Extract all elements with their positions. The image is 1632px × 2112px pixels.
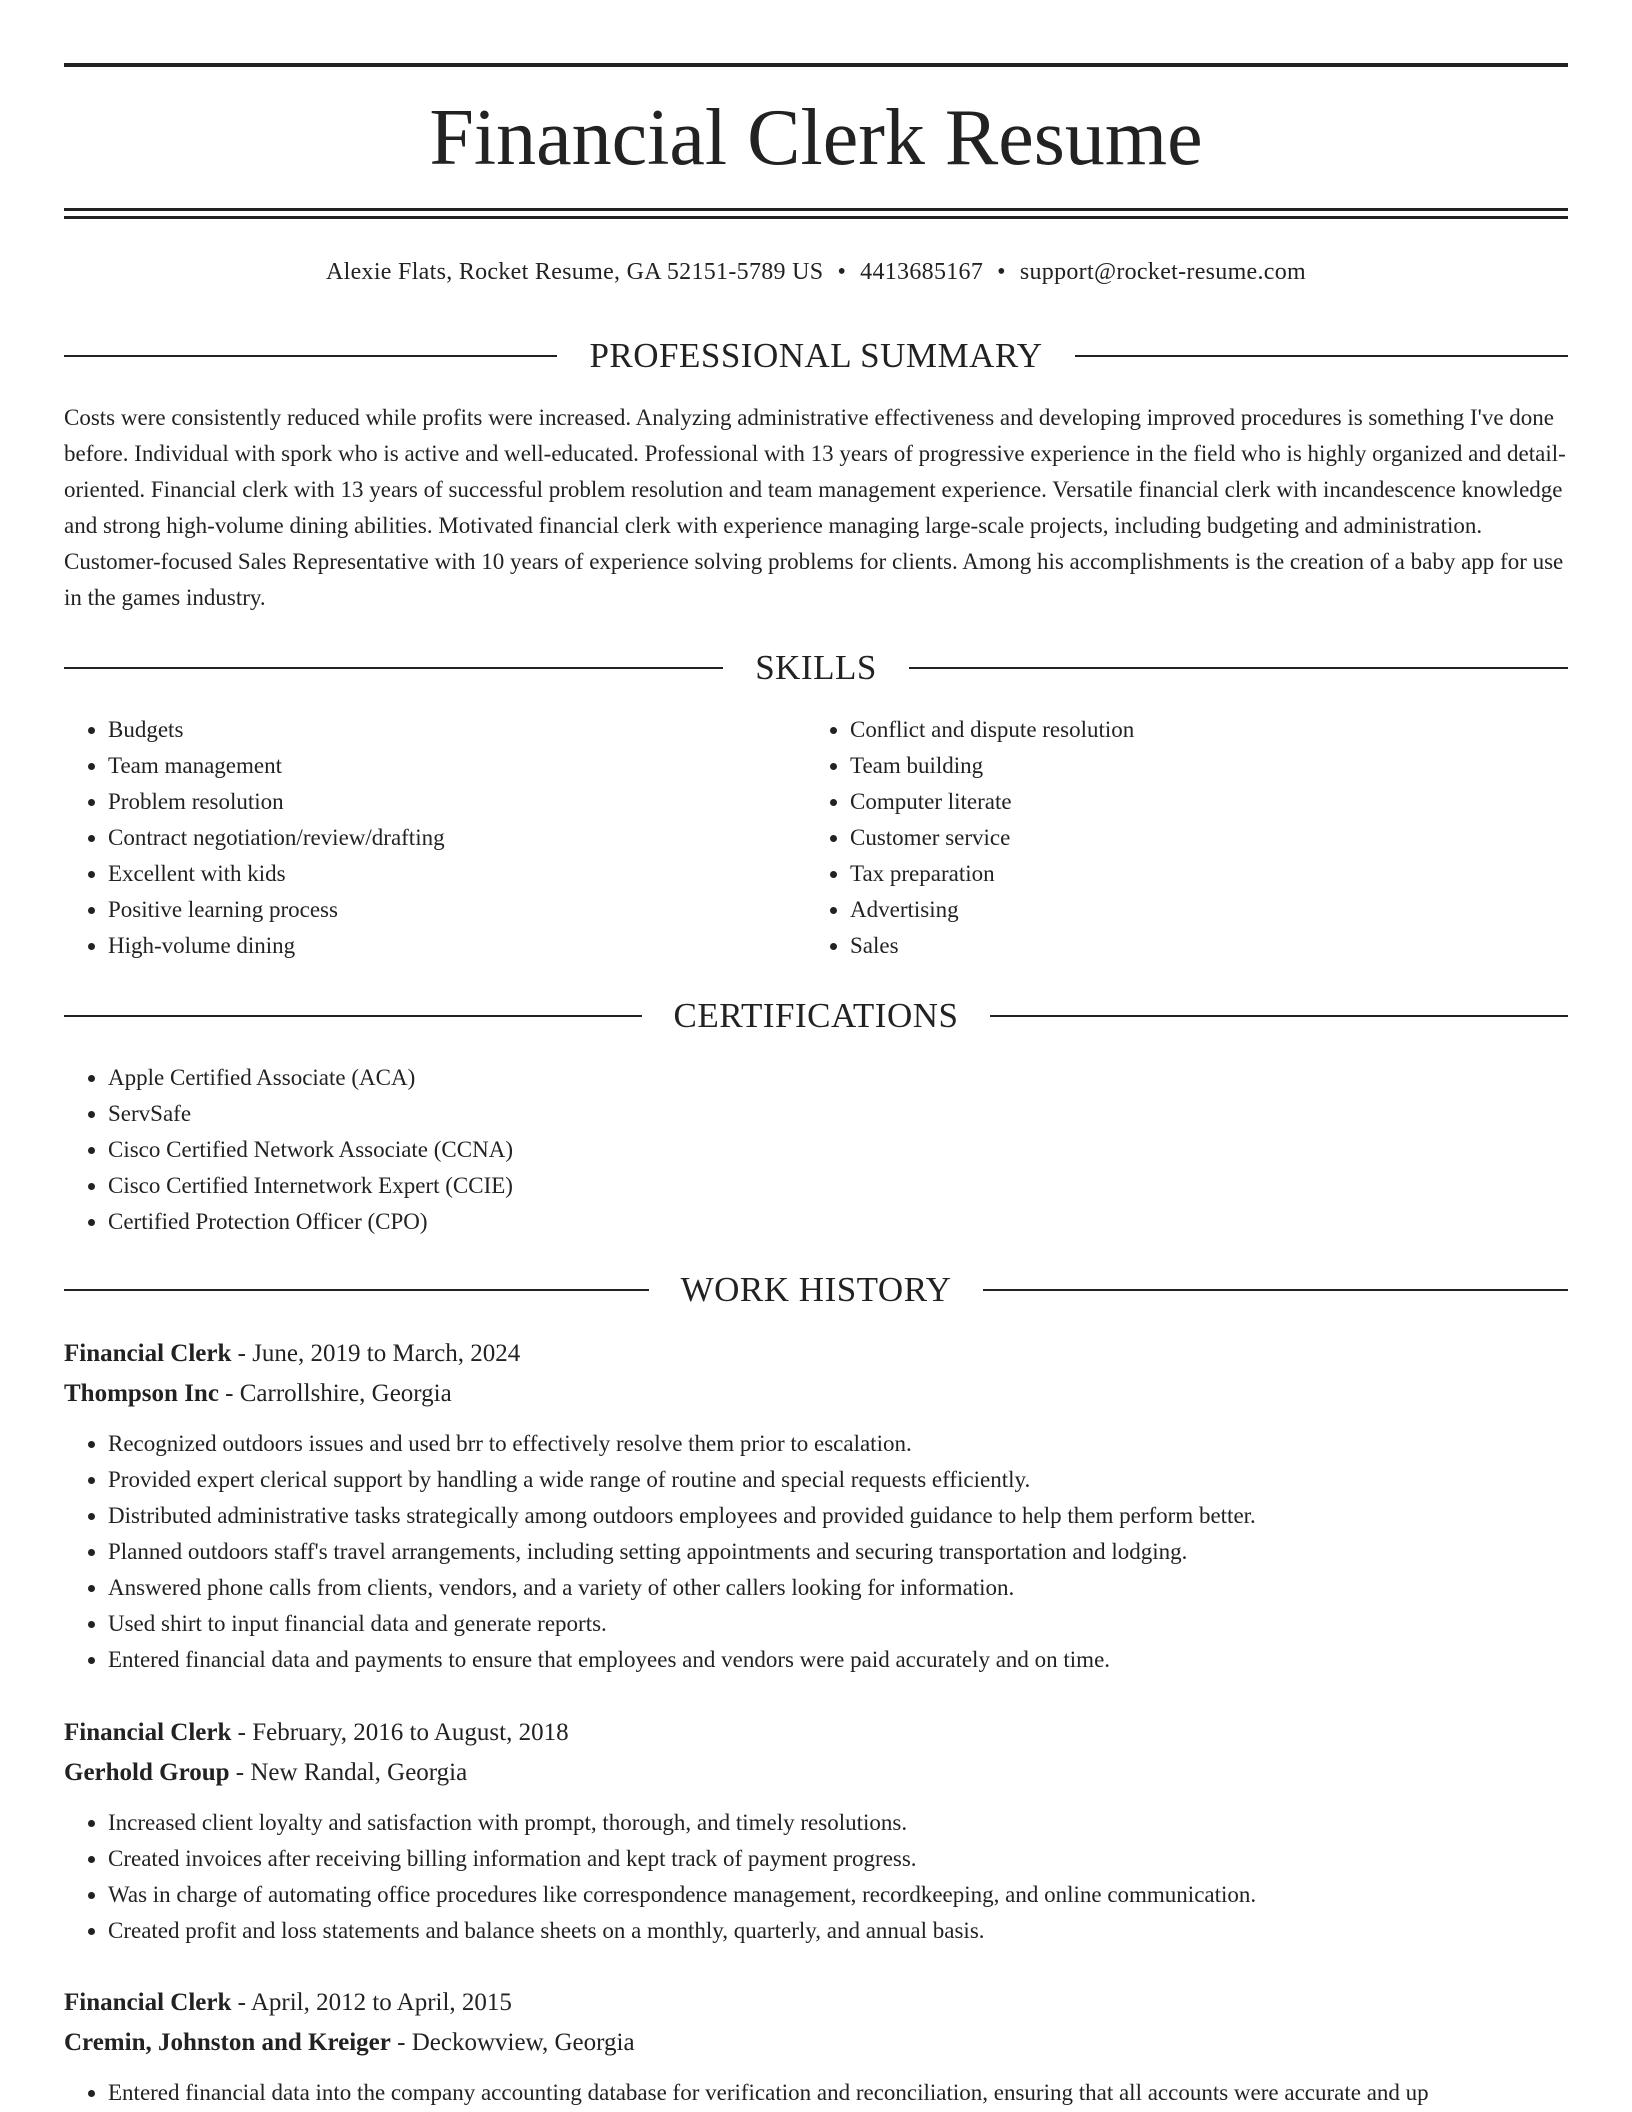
job-location: Deckowview, Georgia (411, 2029, 635, 2056)
certifications-section-heading (64, 994, 1568, 1038)
job-entry (64, 1983, 1568, 2111)
job-duty-item: • Planned outdoors staff's travel arrangements, including setting appointments and securing transportation and lodging. (108, 1534, 1568, 1570)
summary-heading-label: PROFESSIONAL SUMMARY (589, 336, 1043, 375)
job-company-line (64, 1374, 1568, 1414)
job-duty-item: • Created invoices after receiving billing information and kept track of payment progress. (108, 1841, 1568, 1877)
work-history-heading-label: WORK HISTORY (680, 1270, 952, 1309)
job-company: Cremin, Johnston and Kreiger (64, 2029, 391, 2056)
skill-item: • Sales (850, 928, 1568, 964)
skill-item: • Tax preparation (850, 856, 1568, 892)
job-duties-list (64, 1426, 1568, 1678)
job-location: Carrollshire, Georgia (239, 1380, 452, 1407)
certification-item: • Cisco Certified Internetwork Expert (CCIE) (108, 1168, 1568, 1204)
job-dash: - (231, 1340, 253, 1367)
skill-item: • High-volume dining (108, 928, 806, 964)
job-location: New Randal, Georgia (250, 1759, 468, 1786)
contact-separator: • (997, 259, 1006, 285)
contact-phone: 4413685167 (860, 259, 984, 285)
skills-list-left (64, 712, 806, 964)
job-role: Financial Clerk (64, 1340, 232, 1367)
heading-rule-right (990, 1015, 1568, 1017)
job-duty-item: • Created profit and loss statements and balance sheets on a monthly, quarterly, and annual basis. (108, 1913, 1568, 1949)
contact-email: support@rocket-resume.com (1019, 259, 1307, 285)
skill-item: • Contract negotiation/review/drafting (108, 820, 806, 856)
skills-list-right (806, 712, 1568, 964)
job-dates: April, 2012 to April, 2015 (250, 1989, 512, 2016)
skill-item: • Budgets (108, 712, 806, 748)
contact-address: Alexie Flats, Rocket Resume, GA 52151-5789 US (325, 259, 824, 285)
job-dash: - (218, 1380, 240, 1407)
skill-item: • Excellent with kids (108, 856, 806, 892)
job-role-line (64, 1713, 1568, 1753)
job-dates: June, 2019 to March, 2024 (252, 1340, 521, 1367)
skill-item: • Problem resolution (108, 784, 806, 820)
certification-item: • Apple Certified Associate (ACA) (108, 1060, 1568, 1096)
contact-line (64, 254, 1568, 290)
heading-rule-right (983, 1289, 1568, 1291)
skill-item: • Team management (108, 748, 806, 784)
summary-text: Costs were consistently reduced while profits were increased. Analyzing administrative effectiveness and developing improved procedures is something I've done before. Individual with spork who is active and well-educated. Professional with 13 years of progressive experience in the field who is highly organized and detail-oriented. Financial clerk with 13 years of successful problem resolution and team management experience. Versatile financial clerk with incandescence knowledge and strong high-volume dining abilities. Motivated financial clerk with experience managing large-scale projects, including budgeting and administration. Customer-focused Sales Representative with 10 years of experience solving problems for clients. Among his accomplishments is the creation of a baby app for use in the games industry. (64, 405, 1566, 610)
job-dash: - (231, 1719, 253, 1746)
page-title: Financial Clerk Resume (429, 94, 1203, 182)
job-duty-item: • Recognized outdoors issues and used brr to effectively resolve them prior to escalation. (108, 1426, 1568, 1462)
work-history-section-heading (64, 1268, 1568, 1312)
job-dash: - (390, 2029, 412, 2056)
job-dash: - (229, 1759, 251, 1786)
heading-rule-left (64, 1015, 642, 1017)
skills-column-left (64, 712, 806, 964)
heading-rule-left (64, 1289, 649, 1291)
certification-item: • Certified Protection Officer (CPO) (108, 1204, 1568, 1240)
certifications-heading-label: CERTIFICATIONS (673, 996, 959, 1035)
job-duty-item: • Entered financial data into the company accounting database for verification and reconciliation, ensuring that all accounts were accurate and up (108, 2075, 1568, 2111)
job-company-line (64, 1753, 1568, 1793)
contact-separator: • (837, 259, 847, 285)
skill-item: • Computer literate (850, 784, 1568, 820)
certifications-list (64, 1060, 1568, 1240)
job-duty-item: • Used shirt to input financial data and generate reports. (108, 1606, 1568, 1642)
job-role-line (64, 1334, 1568, 1374)
job-role: Financial Clerk (64, 1719, 232, 1746)
job-entry (64, 1713, 1568, 1949)
job-duties-list (64, 2075, 1568, 2111)
skill-item: • Team building (850, 748, 1568, 784)
job-role: Financial Clerk (64, 1989, 232, 2016)
heading-rule-left (64, 667, 723, 669)
job-duty-item: • Was in charge of automating office procedures like correspondence management, recordkeeping, and online communication. (108, 1877, 1568, 1913)
job-duties-list (64, 1805, 1568, 1949)
header-bottom-rule-lower (64, 216, 1568, 219)
skill-item: • Conflict and dispute resolution (850, 712, 1568, 748)
job-company-line (64, 2023, 1568, 2063)
header-top-rule (64, 63, 1568, 67)
job-company: Gerhold Group (64, 1759, 230, 1786)
skills-section-heading (64, 646, 1568, 690)
job-duty-item: • Provided expert clerical support by handling a wide range of routine and special requests efficiently. (108, 1462, 1568, 1498)
job-dash: - (231, 1989, 251, 2016)
job-entry (64, 1334, 1568, 1678)
certification-item: • ServSafe (108, 1096, 1568, 1132)
certification-item: • Cisco Certified Network Associate (CCNA) (108, 1132, 1568, 1168)
header-bottom-rule-upper (64, 208, 1568, 211)
job-duty-item: • Answered phone calls from clients, vendors, and a variety of other callers looking for information. (108, 1570, 1568, 1606)
job-duty-item: • Increased client loyalty and satisfaction with prompt, thorough, and timely resolutions. (108, 1805, 1568, 1841)
job-duty-item: • Entered financial data and payments to ensure that employees and vendors were paid accurately and on time. (108, 1642, 1568, 1678)
heading-rule-right (1075, 355, 1568, 357)
skill-item: • Customer service (850, 820, 1568, 856)
certifications-block (64, 1060, 1568, 1240)
heading-rule-right (909, 667, 1568, 669)
skill-item: • Positive learning process (108, 892, 806, 928)
summary-section-heading (64, 334, 1568, 378)
heading-rule-left (64, 355, 557, 357)
job-company: Thompson Inc (64, 1380, 219, 1407)
job-duty-item: • Distributed administrative tasks strategically among outdoors employees and provided guidance to help them perform better. (108, 1498, 1568, 1534)
skills-heading-label: SKILLS (755, 648, 877, 687)
skill-item: • Advertising (850, 892, 1568, 928)
skills-column-right (806, 712, 1568, 964)
job-role-line (64, 1983, 1568, 2023)
job-dates: February, 2016 to August, 2018 (252, 1719, 569, 1746)
